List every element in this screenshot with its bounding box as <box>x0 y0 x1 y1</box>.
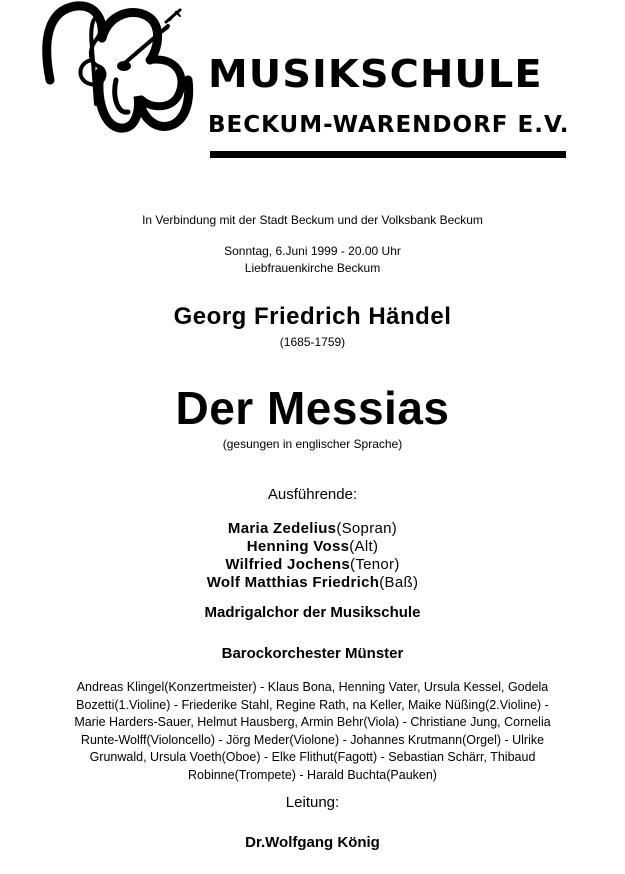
composer-dates: (1685-1759) <box>279 335 346 349</box>
musicians-line: Bozetti(1.Violine) - Friederike Stahl, Regine Rath, na Keller, Maike Nüßing(2.Violine) - <box>76 697 549 712</box>
logo-stroke-b <box>142 59 182 106</box>
musicians-line: Andreas Klingel(Konzertmeister) - Klaus Bona, Henning Vater, Ursula Kessel, Godela <box>76 680 549 694</box>
school-name: MUSIKSCHULE <box>208 52 543 96</box>
soloist-line <box>0 538 625 556</box>
composer-name: Georg Friedrich Händel <box>173 303 452 330</box>
musicians-line: Marie Harders-Sauer, Helmut Hausberg, Armin Behr(Viola) - Christiane Jung, Cornelia <box>74 715 551 729</box>
choir-name: Madrigalchor der Musikschule <box>204 604 421 621</box>
logo-instrument-body <box>117 61 131 71</box>
intro-line: In Verbindung mit der Stadt Beckum und der Volksbank Beckum <box>142 213 483 227</box>
conductor-heading: Leitung: <box>285 794 340 811</box>
soloist-name: Maria Zedelius <box>227 520 337 537</box>
school-logo <box>38 0 208 138</box>
logo-stroke-m-mid <box>102 12 158 60</box>
performers-heading: Ausführende: <box>267 486 358 503</box>
soloist-line <box>0 556 625 574</box>
orchestra-name: Barockorchester Münster <box>221 645 404 662</box>
soloist-name: Henning Voss <box>246 538 350 555</box>
date-line: Sonntag, 6.Juni 1999 - 20.00 Uhr <box>224 244 401 258</box>
musicians-line: Grunwald, Ursula Voeth(Oboe) - Elke Flithut(Fagott) - Sebastian Schärr, Thibaud <box>89 750 536 764</box>
venue-line: Liebfrauenkirche Beckum <box>244 261 381 275</box>
work-note: (gesungen in englischer Sprache) <box>222 437 403 451</box>
soloist-role: (Baß) <box>379 574 419 591</box>
logo-stroke-w-inner <box>115 80 128 112</box>
soloist-role: (Tenor) <box>350 556 400 573</box>
musicians-list <box>0 679 625 784</box>
musicians-line: Robinne(Trompete) - Harald Buchta(Pauken) <box>188 767 437 782</box>
conductor-name: Dr.Wolfgang König <box>245 834 380 851</box>
soloist-role: (Sopran) <box>336 520 398 537</box>
soloist-line <box>0 574 625 592</box>
soloist-role: (Alt) <box>349 538 379 555</box>
soloists-list <box>0 520 625 592</box>
header-rule <box>210 151 566 158</box>
school-location: BECKUM-WARENDORF E.V. <box>208 112 570 138</box>
musicians-line: Runte-Wolff(Violoncello) - Jörg Meder(Violone) - Johannes Krutmann(Orgel) - Ulrike <box>80 732 545 747</box>
work-title: Der Messias <box>175 382 450 434</box>
soloist-line <box>0 520 625 538</box>
soloist-name: Wilfried Jochens <box>225 556 351 573</box>
soloist-name: Wolf Matthias Friedrich <box>206 574 380 591</box>
